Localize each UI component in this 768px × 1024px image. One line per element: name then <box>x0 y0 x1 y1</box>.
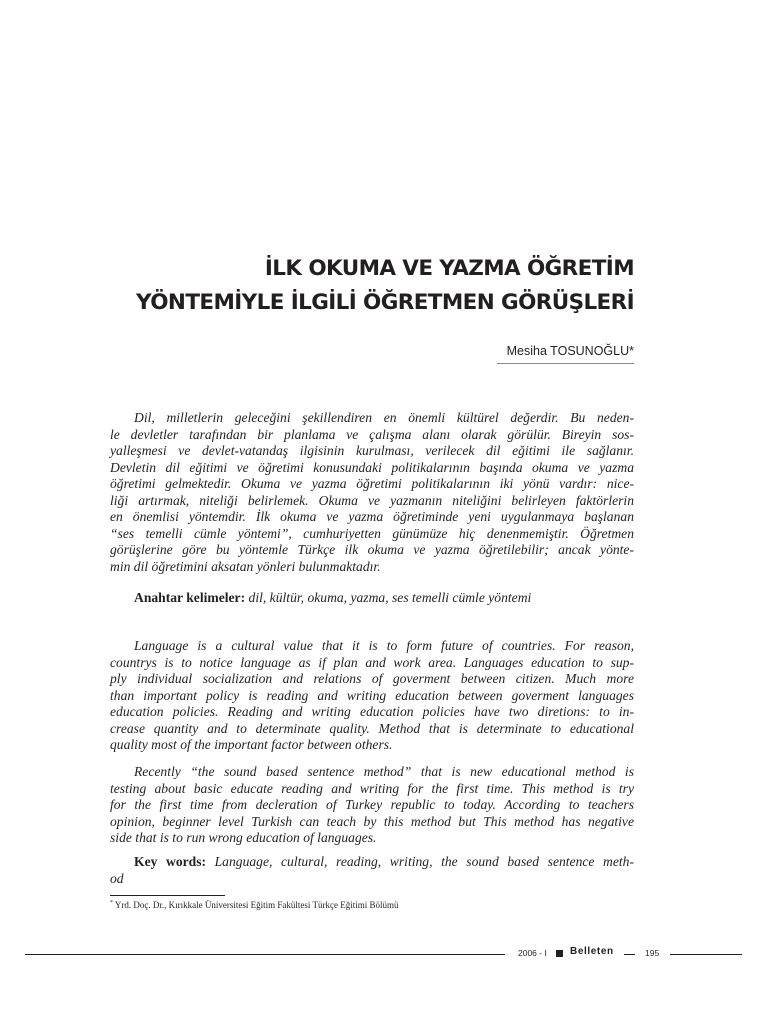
keywords-english <box>110 854 634 887</box>
abstract-en-line: for the first time from decleration of Turkey republic to today. According to teachers <box>110 797 634 812</box>
title-line-1: İLK OKUMA VE YAZMA ÖĞRETİM <box>264 256 634 281</box>
abstract-en-line: countrys is to notice language as if plan and work area. Languages education to sup- <box>110 654 634 670</box>
abstract-turkish <box>110 410 634 575</box>
abstract-tr-line: yalleşmesi ve devlet-vatandaş ilgisinin kurulması, verilecek dil eğitimi ile sağlanır. <box>110 443 634 458</box>
abstract-tr-line: liği artırmak, niteliği belirlemek. Okuma ve yazmanın niteliğini belirleyen faktörlerin <box>110 492 634 508</box>
footer-issue: 2006 - I <box>518 948 547 958</box>
abstract-en-line: education policies. Reading and writing education policies have two diretions: to in- <box>110 704 634 719</box>
abstract-tr-line: görüşlerine göre bu yöntemle Türkçe ilk okuma ve yazma öğretilebilir; ancak yönte- <box>110 542 634 557</box>
author-name: Mesiha TOSUNOĞLU* <box>506 344 634 358</box>
abstract-english-paragraph-2 <box>110 764 634 847</box>
footer-dash <box>624 954 635 955</box>
abstract-en-line: quality most of the important factor between others. <box>110 737 393 752</box>
keywords-turkish <box>110 590 658 606</box>
abstract-tr-line: öğretimi gelmektedir. Okuma ve yazma öğretimi politikalarının iki yönü vardır: nice- <box>110 476 634 491</box>
abstract-tr-line: min dil öğretimini aksatan yönleri bulunmaktadır. <box>110 558 381 574</box>
footer-rule-right <box>670 954 742 955</box>
footnote-text: Yrd. Doç. Dr., Kırıkkale Üniversitesi Eğitim Fakültesi Türkçe Eğitimi Bölümü <box>114 900 399 910</box>
abstract-en-line: Recently “the sound based sentence method” that is new educational method is <box>134 764 634 779</box>
abstract-en-line: Language is a cultural value that it is to form future of countries. For reason, <box>134 638 634 653</box>
abstract-tr-line: le devletler tarafından bir planlama ve çalışma alanı olarak görülür. Bireyin sos- <box>110 426 634 442</box>
keywords-en-line-1 <box>110 854 634 871</box>
abstract-en-line: crease quantity and to determinate quality. Method that is determinate to educational <box>110 720 634 736</box>
abstract-en-line: side that is to run wrong education of languages. <box>110 830 377 845</box>
footer-journal-name: Belleten <box>570 946 614 957</box>
abstract-en-line: opinion, beginner level Turkish can teach by this method but This method has negative <box>110 813 634 829</box>
author-underline <box>497 363 634 364</box>
footer-rule-left <box>25 954 505 955</box>
keywords-en-label: Key words: <box>134 854 207 869</box>
keywords-tr-values: dil, kültür, okuma, yazma, ses temelli cümle yöntemi <box>248 590 532 605</box>
footer-page-number: 195 <box>645 948 660 958</box>
abstract-tr-line: “ses temelli cümle yöntemi”, cumhuriyetten günümüze hiç denenmemiştir. Öğretmen <box>110 525 634 541</box>
abstract-tr-line: Devletin dil eğitimi ve öğretimi konusundaki politikalarının başında okuma ve yazma <box>110 459 634 475</box>
abstract-tr-line: Dil, milletlerin geleceğini şekillendiren en önemli kültürel değerdir. Bu neden- <box>134 410 634 425</box>
keywords-tr-label: Anahtar kelimeler: <box>134 590 246 605</box>
article-title <box>110 252 634 320</box>
abstract-en-line: than important policy is reading and writing education between goverment languages <box>110 687 634 703</box>
abstract-en-line: ply individual socialization and relations of goverment between citizen. Much more <box>110 671 634 686</box>
abstract-english-paragraph-1 <box>110 638 634 754</box>
title-line-2: YÖNTEMİYLE İLGİLİ ÖĞRETMEN GÖRÜŞLERİ <box>136 290 634 315</box>
footnote-separator <box>110 895 225 896</box>
footnote-marker: * <box>110 900 113 906</box>
footer-square-bullet <box>556 950 563 957</box>
abstract-en-line: testing about basic educate reading and writing for the first time. This method is try <box>110 780 634 796</box>
footnote <box>110 900 398 910</box>
abstract-tr-line: en önemlisi yöntemdir. İlk okuma ve yazma öğretiminde yeni uygulanmaya başlanan <box>110 509 634 524</box>
keywords-en-values-2: od <box>110 870 124 886</box>
keywords-en-values-1: Language, cultural, reading, writing, the sound based sentence meth- <box>214 854 634 869</box>
